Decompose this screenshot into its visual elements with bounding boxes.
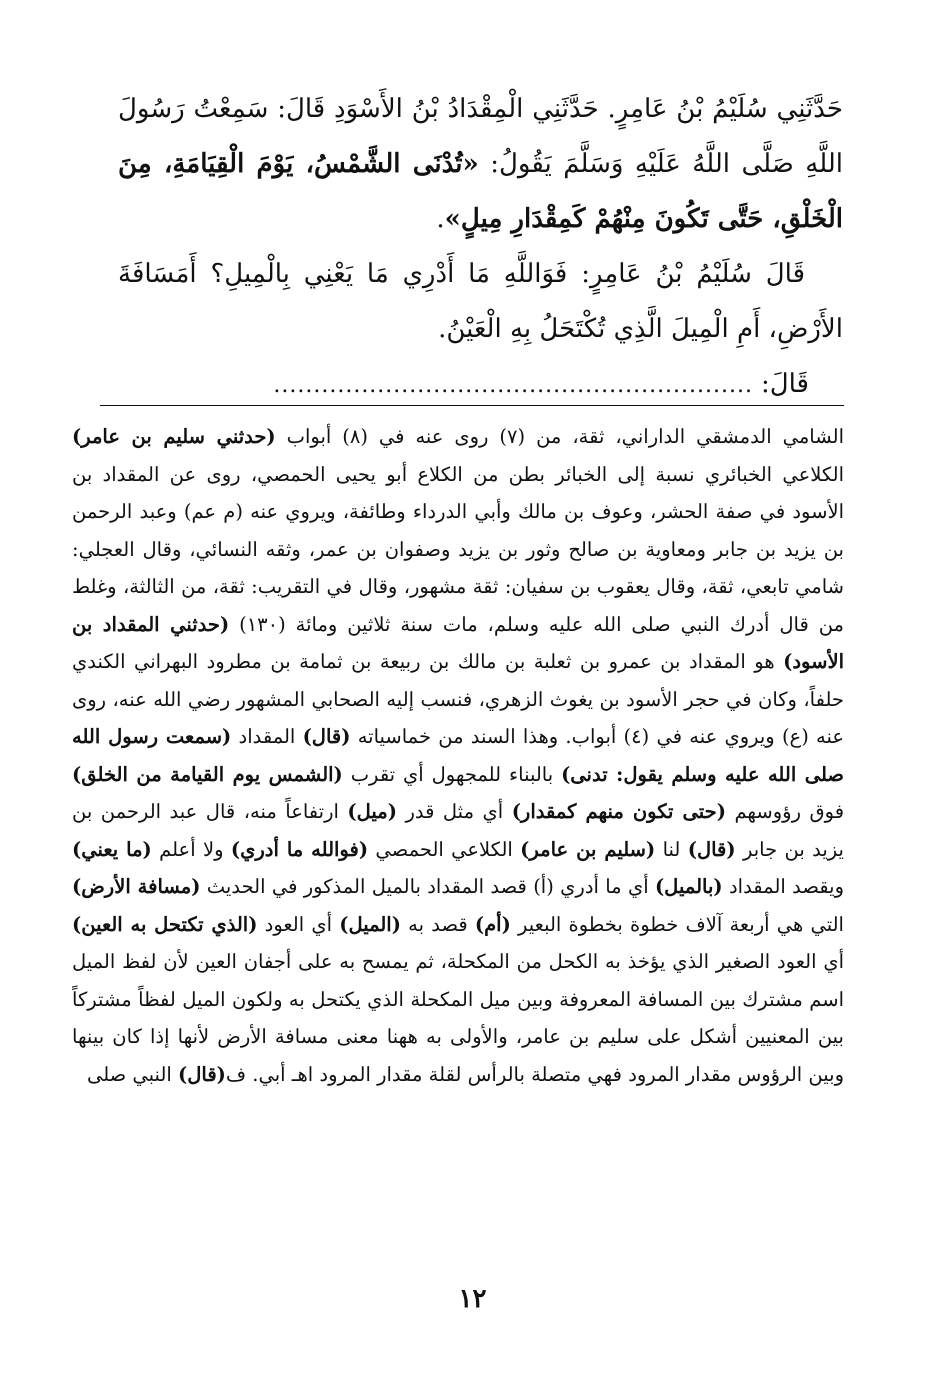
commentary-bold: (الذي تكتحل به العين) [72,912,258,936]
hadith-paragraph-2: قَالَ سُلَيْمُ بْنُ عَامِرٍ: فَوَاللَّهِ مَا أَدْرِي مَا يَعْنِي بِالْمِيلِ؟ أَمَسَافَةَ الأَرْضِ، أَمِ الْمِيلَ الَّذِي تُكْتَحَلُ بِهِ الْعَيْنُ. [118,259,843,344]
commentary-text [72,418,844,1093]
commentary-bold: (بالميل) [654,875,723,898]
commentary-bold: (ميل) [347,800,397,823]
hadith-chain: حَدَّثَنِي سُلَيْمُ بْنُ عَامِرٍ. حَدَّثَنِي الْمِقْدَادُ بْنُ الأَسْوَدِ قَالَ: سَمِعْتُ رَسُولَ اللَّهِ صَلَّى اللَّهُ عَلَيْهِ وَسَلَّمَ يَقُولُ: [118,94,843,179]
page-number: ١٢ [458,1284,487,1314]
commentary-bold: (حدثني المقداد بن الأسود) [72,612,844,673]
hadith-quote: «تُدْنَى الشَّمْسُ، يَوْمَ الْقِيَامَةِ، مِنَ الْخَلْقِ، حَتَّى تَكُونَ مِنْهُمْ كَمِقْدَارِ مِيلٍ» [118,149,843,234]
commentary-segment: بالبناء للمجهول أي تقرب [342,762,562,786]
commentary-bold: (فوالله ما أدري) [230,837,369,861]
commentary-segment: هو المقداد بن عمرو بن ثعلبة بن مالك بن ربيعة بن ثمامة بن مطرود البهراني الكندي حلفاً، وكان في حجر الأسود بن يغوث الزهري، فنسب إليه الصحابي المشهور رضي الله عنه، روى عنه (ع) ويروي عنه في (٤) أبواب. وهذا السند من خماسياته [72,650,844,748]
commentary-segment: الكلاعي الخبائري نسبة إلى الخبائر بطن من الكلاع أبو يحيى الحمصي، روى عن المقداد بن الأسود في صفة الحشر، وعوف بن مالك وأبي الدرداء وطائفة، ويروي عنه (م عم) وعبد الرحمن بن يزيد بن جابر ومعاوية بن صالح وثور بن يزيد وصفوان بن عمر، وثقه النسائي، وقال العجلي: شامي تابعي، ثقة، وقال يعقوب بن سفيان: ثقة مشهور، وقال في التقريب: ثقة، من الثالثة، وغلط من قال أدرك النبي صلى الله عليه وسلم، مات سنة ثلاثين ومائة (١٣٠) [72,462,844,636]
commentary-bold: (سليم بن عامر) [520,837,656,861]
commentary-bold: (حدثني سليم بن عامر) [72,425,276,448]
qal-label: قَالَ: [760,369,809,399]
commentary-segment: ولا أعلم [151,837,231,861]
commentary-bold: (الميل) [339,912,401,936]
commentary-bold: (حتى تكون منهم كمقدار) [511,800,726,823]
commentary-segment: فوق رؤوسهم [725,800,845,823]
qal-dots: ............................................................ [273,373,753,398]
commentary-segment: الكلاعي الحمصي [368,837,521,861]
commentary-segment: التي هي أربعة آلاف خطوة بخطوة البعير [510,912,844,936]
commentary-bold: (مسافة الأرض) [72,875,201,898]
commentary-segment: قصد به [400,912,475,936]
commentary-bold: (سمعت رسول الله صلى الله عليه وسلم يقول: تدنى) [72,725,844,786]
commentary-segment: أي العود الصغير الذي يؤخذ به الكحل من المكحلة، ثم يمسح به على أجفان العين لأن لفظ الميل اسم مشترك بين المسافة المعروفة وبين ميل المكحلة الذي يكتحل به ولكون الميل لفظاً مشتركاً بين المعنيين أشكل على سليم بن عامر، والأولى به ههنا معنى مسافة الأرض لأنها إذا كان بينها وبين الرؤوس مقدار المرود فهي متصلة بالرأس لقلة مقدار المرود اهـ أبي. ف [72,950,844,1086]
hadith-paragraph-1 [118,82,843,247]
commentary-segment: النبي صلى [86,1062,178,1086]
commentary-segment: ويقصد المقداد [722,875,844,898]
commentary-bold: (الشمس يوم القيامة من الخلق) [72,762,343,786]
commentary-bold: (قال) [178,1062,226,1086]
commentary-bold: (أم) [474,912,511,936]
commentary-segment: أي مثل قدر [396,800,512,823]
hadith-text [118,82,843,413]
commentary-segment: لنا [655,837,688,861]
commentary-segment: الشامي الدمشقي الداراني، ثقة، من (٧) روى عنه في (٨) أبواب [275,425,845,448]
commentary-segment: أي العود [257,912,340,936]
commentary-segment: أي ما أدري (أ) قصد المقداد بالميل المذكور في الحديث [200,875,655,898]
commentary-bold: (قال) [302,725,351,748]
hadith-quote-end: . [436,204,445,234]
commentary-bold: (قال) [687,837,736,861]
commentary-segment: ارتفاعاً منه، قال عبد الرحمن بن يزيد بن جابر [72,800,844,861]
footnote-divider [100,405,844,406]
commentary-segment: المقداد [231,725,303,748]
commentary-bold: (ما يعني) [72,837,152,861]
